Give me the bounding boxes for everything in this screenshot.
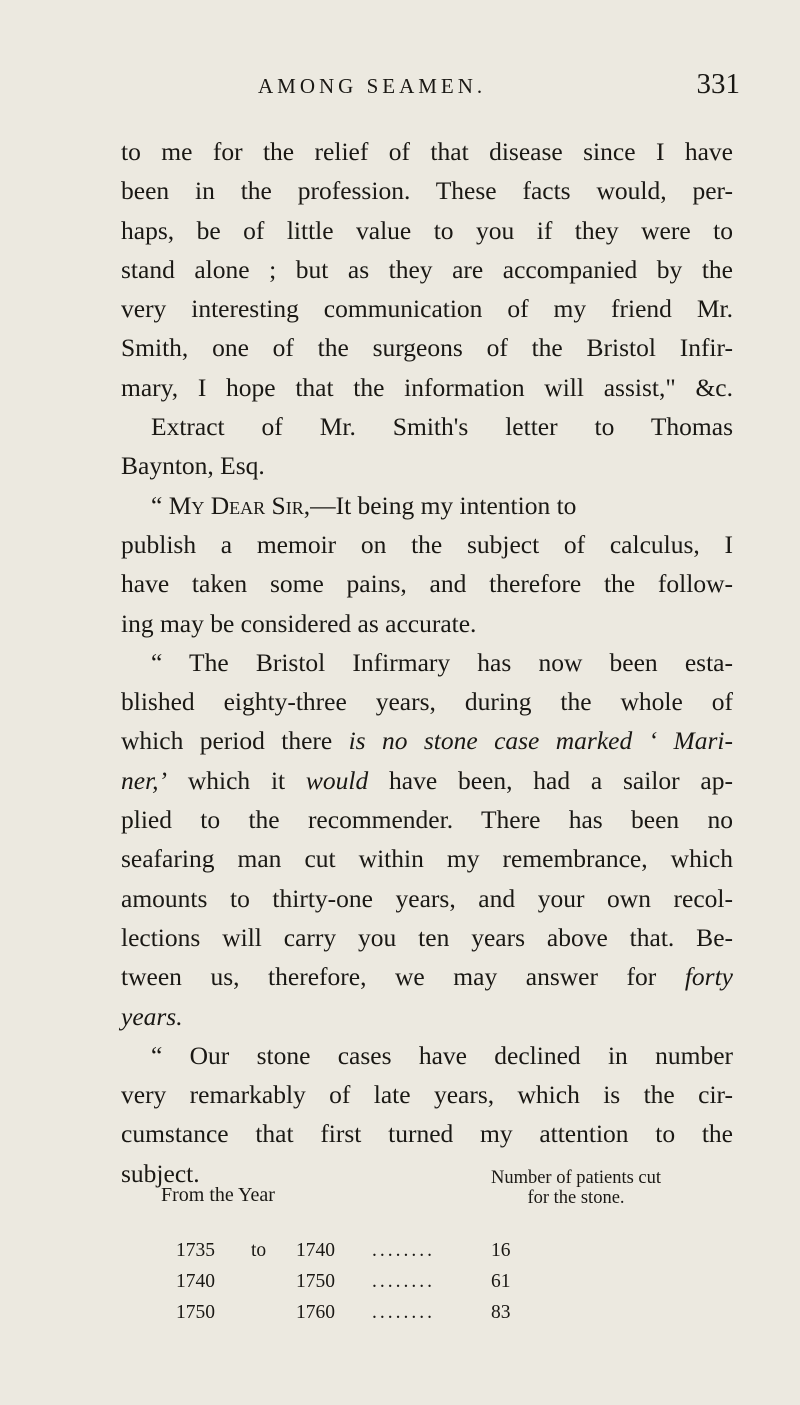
italic-run: ner,’ [121,765,168,795]
salutation-line [121,486,733,525]
body-text [121,132,733,1193]
salutation-rest: —It being my intention to [310,490,577,520]
text-line: ing may be considered as accurate. [121,608,477,638]
table-header-count-line: for the stone. [527,1188,625,1208]
year-from: 1735 [176,1240,215,1261]
text-line [121,997,733,1036]
text-line: have taken some pains, and therefore the follow- [121,569,733,599]
text-line: subject. [121,1158,200,1188]
year-until: 1760 [296,1302,335,1323]
running-head: AMONG SEAMEN. [258,74,487,98]
text-line: mary, I hope that the information will assist," &c. [121,372,733,402]
text-run: tween us, therefore, we may answer for [121,962,685,992]
table-header-count [476,1168,676,1208]
salutation-name: My Dear Sir, [168,490,311,520]
italic-run: is no stone case marked ‘ Mari- [348,726,733,756]
text-run: have been, had a sailor ap- [368,765,733,795]
italic-run: years. [121,1001,183,1031]
patient-count: 61 [491,1271,511,1292]
page-number: 331 [696,68,740,100]
dot-leader: ........ [372,1302,435,1323]
text-line: very interesting communication of my friend Mr. [121,294,733,324]
text-line: haps, be of little value to you if they were to [121,215,733,245]
to-word: to [251,1240,267,1261]
text-line: blished eighty-three years, during the whole of [121,687,733,717]
table-header-year: From the Year [161,1184,275,1206]
text-line [121,957,733,996]
text-line: very remarkably of late years, which is the cir- [121,1080,733,1110]
year-until: 1740 [296,1240,335,1261]
text-line: publish a memoir on the subject of calculus, I [121,529,733,559]
text-line [121,761,733,800]
italic-run: forty [684,962,733,992]
text-line: seafaring man cut within my remembrance, which [121,844,733,874]
italic-run: would [305,765,369,795]
text-line: Baynton, Esq. [121,451,265,481]
text-run: which period there [121,726,349,756]
text-line: Smith, one of the surgeons of the Bristol Infir- [121,333,733,363]
text-line: “ The Bristol Infirmary has now been esta- [151,647,733,677]
year-from: 1740 [176,1271,215,1292]
text-line: stand alone ; but as they are accompanied by the [121,254,733,284]
text-line [121,721,733,760]
text-line: “ Our stone cases have declined in number [151,1040,733,1070]
text-line: plied to the recommender. There has been no [121,805,733,835]
text-line: amounts to thirty-one years, and your own recol- [121,883,733,913]
text-line: lections will carry you ten years above that. Be- [121,922,733,952]
dot-leader: ........ [372,1271,435,1292]
text-run: which it [167,765,306,795]
patient-count: 16 [491,1240,511,1261]
text-line: been in the profession. These facts would, per- [121,176,733,206]
patient-count: 83 [491,1302,511,1323]
text-line: to me for the relief of that disease since I have [121,137,733,166]
year-until: 1750 [296,1271,335,1292]
extract-heading: Extract of Mr. Smith's letter to Thomas [151,412,733,442]
dot-leader: ........ [372,1240,435,1261]
open-quote: “ [151,490,163,520]
year-from: 1750 [176,1302,215,1323]
text-line: cumstance that first turned my attention to the [121,1119,733,1149]
table-header-count-line: Number of patients cut [490,1168,662,1188]
